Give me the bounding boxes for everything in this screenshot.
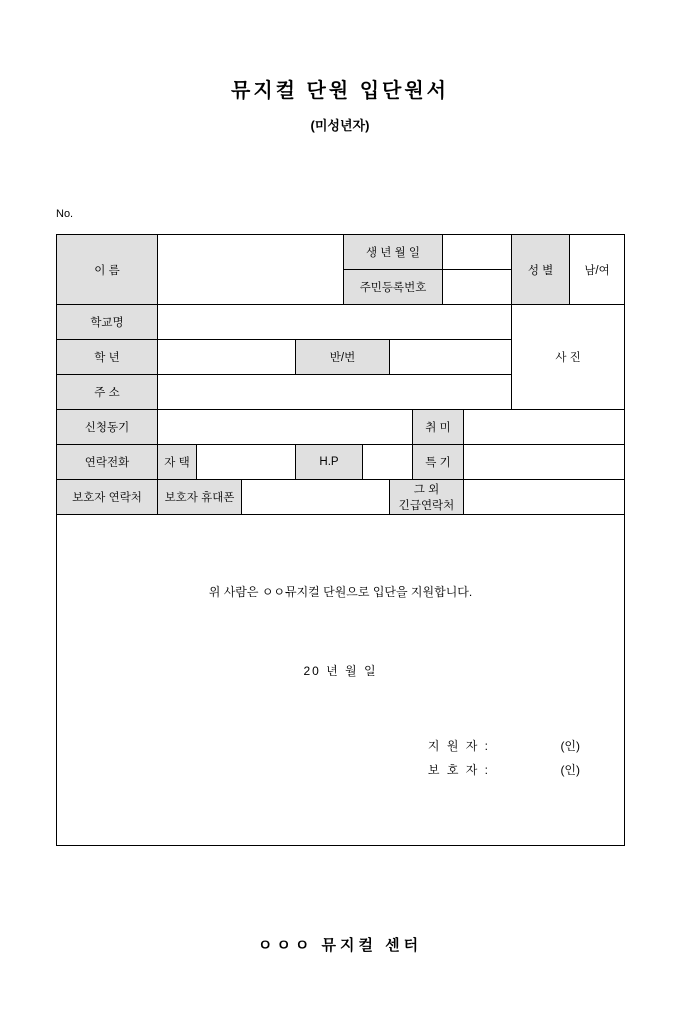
label-school: 학교명 [57,305,158,340]
label-guardian-mobile: 보호자 휴대폰 [158,480,242,515]
input-address[interactable] [158,375,512,410]
applicant-signature-row [57,737,580,754]
input-birthdate[interactable] [443,235,512,270]
guardian-signature-row [57,761,580,778]
label-mobile-phone: H.P [296,445,363,480]
applicant-seal[interactable]: (인) [560,739,581,753]
input-specialty[interactable] [464,445,625,480]
document-page [0,74,680,1036]
label-class: 반/번 [296,340,390,375]
input-class[interactable] [390,340,512,375]
label-other-emergency-line1: 그 외 [413,484,440,496]
input-motive[interactable] [158,410,413,445]
input-guardian-mobile[interactable] [242,480,390,515]
statement-text: 위 사람은 ㅇㅇ뮤지컬 단원으로 입단을 지원합니다. [208,585,473,599]
label-name: 이 름 [57,235,158,305]
label-other-emergency [390,480,464,515]
input-resident-number[interactable] [443,270,512,305]
label-hobby: 취 미 [413,410,464,445]
input-home-phone[interactable] [197,445,296,480]
footer-organization: ㅇㅇㅇ 뮤지컬 센터 [257,937,423,954]
label-resident-number: 주민등록번호 [344,270,443,305]
photo-box[interactable]: 사 진 [512,305,625,410]
applicant-label: 지 원 자 : [427,739,491,753]
table-row [57,305,625,340]
page-subtitle: (미성년자) [310,118,370,133]
label-other-emergency-line2: 긴급연락처 [398,500,455,512]
application-form-table [56,234,625,846]
page-title: 뮤지컬 단원 입단원서 [231,80,449,102]
input-grade[interactable] [158,340,296,375]
value-gender[interactable]: 남/여 [570,235,625,305]
label-home-phone: 자 택 [158,445,197,480]
statement-block [57,515,625,846]
input-name[interactable] [158,235,344,305]
guardian-seal[interactable]: (인) [560,763,581,777]
label-motive: 신청동기 [57,410,158,445]
label-specialty: 특 기 [413,445,464,480]
table-row [57,410,625,445]
label-gender: 성 별 [512,235,570,305]
guardian-label: 보 호 자 : [427,763,491,777]
input-school[interactable] [158,305,512,340]
table-row [57,515,625,846]
statement-date: 20 년 월 일 [303,664,378,678]
label-address: 주 소 [57,375,158,410]
signature-block [57,737,624,778]
table-row [57,480,625,515]
input-hobby[interactable] [464,410,625,445]
table-row [57,235,625,270]
input-mobile-phone[interactable] [363,445,413,480]
label-birthdate: 생 년 월 일 [344,235,443,270]
label-grade: 학 년 [57,340,158,375]
table-row [57,445,625,480]
input-other-emergency[interactable] [464,480,625,515]
form-number-label: No. [56,208,74,220]
label-phone: 연락전화 [57,445,158,480]
label-guardian-contact: 보호자 연락처 [57,480,158,515]
